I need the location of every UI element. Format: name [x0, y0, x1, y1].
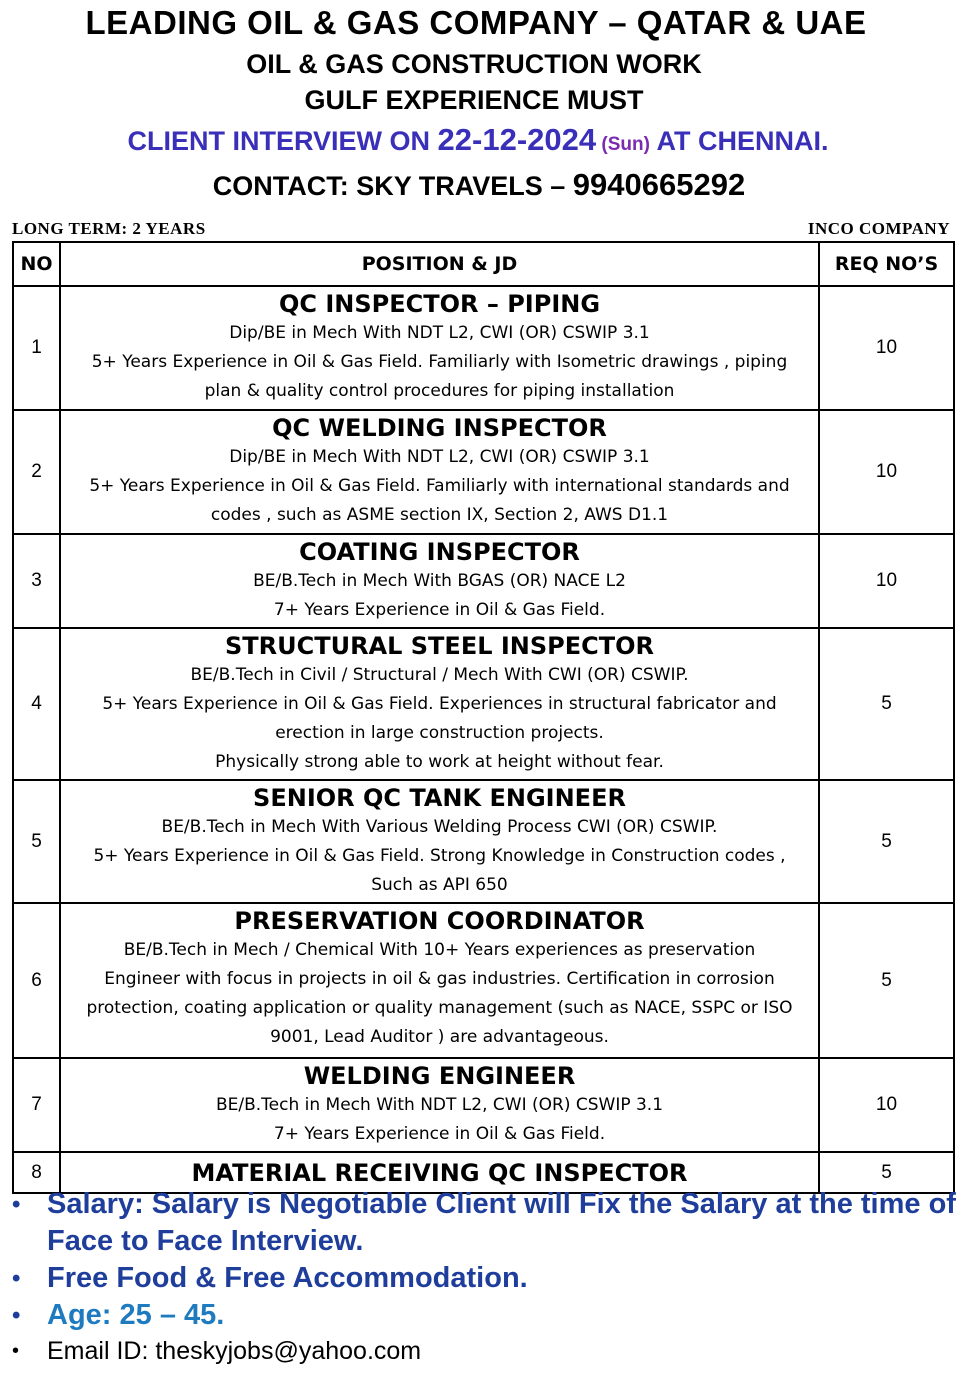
- salary-text: Salary: Salary is Negotiable Client will Fix the Salary at the time of Face to Face Interview.: [47, 1188, 956, 1257]
- contact-line: [0, 167, 958, 203]
- company-headline: LEADING OIL & GAS COMPANY – QATAR & UAE: [85, 4, 867, 41]
- interview-date: 22-12-2024: [437, 122, 597, 157]
- required-count: 10: [819, 286, 954, 410]
- position-cell: [60, 628, 819, 780]
- required-count: 5: [819, 628, 954, 780]
- position-desc-line: Dip/BE in Mech With NDT L2, CWI (OR) CSWIP 3.1: [229, 323, 650, 343]
- position-desc-line: BE/B.Tech in Mech With Various Welding Process CWI (OR) CSWIP.: [161, 817, 718, 837]
- row-number: 6: [13, 903, 60, 1058]
- position-desc-line: Engineer with focus in projects in oil & gas industries. Certification in corrosion: [104, 969, 775, 989]
- position-desc-line: 5+ Years Experience in Oil & Gas Field. Familiarly with international standards and: [89, 476, 790, 496]
- interview-day: (Sun): [596, 134, 650, 155]
- position-desc-line: 5+ Years Experience in Oil & Gas Field. Familiarly with Isometric drawings , piping: [91, 352, 788, 372]
- position-desc-line: Such as API 650: [371, 875, 508, 895]
- age-item: [12, 1297, 962, 1334]
- table-row: [13, 903, 954, 1058]
- position-desc-line: 7+ Years Experience in Oil & Gas Field.: [273, 1124, 606, 1144]
- position-cell: [60, 286, 819, 410]
- position-desc-line: 5+ Years Experience in Oil & Gas Field. Strong Knowledge in Construction codes ,: [93, 846, 786, 866]
- row-number: 7: [13, 1058, 60, 1152]
- positions-table: [12, 241, 955, 1194]
- position-desc-line: BE/B.Tech in Mech With BGAS (OR) NACE L2: [253, 571, 626, 591]
- table-row: [13, 1058, 954, 1152]
- position-desc-line: BE/B.Tech in Civil / Structural / Mech With CWI (OR) CSWIP.: [190, 665, 689, 685]
- required-count: 10: [819, 1058, 954, 1152]
- company-type-label: INCO COMPANY: [807, 219, 950, 238]
- row-number: 3: [13, 534, 60, 628]
- table-row: [13, 410, 954, 534]
- salary-item: [12, 1186, 962, 1260]
- food-item: [12, 1260, 962, 1297]
- position-desc-line: 9001, Lead Auditor ) are advantageous.: [270, 1027, 609, 1047]
- bullet-icon: •: [12, 1265, 21, 1292]
- table-row: [13, 534, 954, 628]
- contact-phone: 9940665292: [572, 167, 746, 202]
- position-cell: [60, 780, 819, 903]
- email-text: Email ID: theskyjobs@yahoo.com: [47, 1337, 422, 1365]
- required-count: 5: [819, 1152, 954, 1193]
- position-desc-line: Physically strong able to work at height without fear.: [215, 752, 664, 772]
- position-title: QC INSPECTOR – PIPING: [278, 290, 601, 318]
- required-count: 5: [819, 780, 954, 903]
- email-item: [12, 1334, 962, 1368]
- bullet-icon: •: [12, 1191, 21, 1218]
- position-title: MATERIAL RECEIVING QC INSPECTOR: [191, 1158, 688, 1187]
- row-number: 1: [13, 286, 60, 410]
- work-type: OIL & GAS CONSTRUCTION WORK: [246, 49, 702, 79]
- interview-line: [0, 122, 956, 158]
- header-no: NO: [13, 242, 60, 286]
- position-desc-line: erection in large construction projects.: [275, 723, 604, 743]
- row-number: 5: [13, 780, 60, 903]
- position-desc-line: plan & quality control procedures for piping installation: [204, 381, 675, 401]
- experience-requirement: GULF EXPERIENCE MUST: [304, 85, 644, 115]
- header-position: POSITION & JD: [60, 242, 819, 286]
- position-cell: [60, 534, 819, 628]
- benefits-list: [12, 1186, 962, 1368]
- position-title: WELDING ENGINEER: [303, 1062, 576, 1090]
- position-title: SENIOR QC TANK ENGINEER: [253, 784, 626, 812]
- position-cell: [60, 903, 819, 1058]
- row-number: 2: [13, 410, 60, 534]
- table-row: [13, 780, 954, 903]
- position-cell: [60, 1058, 819, 1152]
- position-desc-line: 7+ Years Experience in Oil & Gas Field.: [273, 600, 606, 620]
- header-req: REQ NO’S: [819, 242, 954, 286]
- position-title: COATING INSPECTOR: [299, 538, 580, 566]
- food-text: Free Food & Free Accommodation.: [47, 1262, 528, 1294]
- contact-prefix: CONTACT: SKY TRAVELS –: [212, 171, 573, 201]
- age-text: Age: 25 – 45.: [47, 1299, 225, 1331]
- position-title: STRUCTURAL STEEL INSPECTOR: [224, 632, 655, 660]
- row-number: 8: [13, 1152, 60, 1193]
- position-title: QC WELDING INSPECTOR: [272, 414, 607, 442]
- position-cell: [60, 410, 819, 534]
- position-desc-line: BE/B.Tech in Mech / Chemical With 10+ Years experiences as preservation: [123, 940, 756, 960]
- position-desc-line: protection, coating application or quality management (such as NACE, SSPC or ISO: [86, 998, 793, 1018]
- position-desc-line: 5+ Years Experience in Oil & Gas Field. Experiences in structural fabricator and: [102, 694, 777, 714]
- table-row: [13, 286, 954, 410]
- interview-prefix: CLIENT INTERVIEW ON: [127, 126, 438, 156]
- position-desc-line: Dip/BE in Mech With NDT L2, CWI (OR) CSWIP 3.1: [229, 447, 650, 467]
- position-desc-line: BE/B.Tech in Mech With NDT L2, CWI (OR) CSWIP 3.1: [215, 1095, 664, 1115]
- term-label: LONG TERM: 2 YEARS: [12, 219, 206, 238]
- required-count: 10: [819, 534, 954, 628]
- table-header-row: [13, 242, 954, 286]
- required-count: 5: [819, 903, 954, 1058]
- position-title: PRESERVATION COORDINATOR: [234, 907, 645, 935]
- table-row: [13, 628, 954, 780]
- bullet-icon: •: [12, 1302, 21, 1329]
- required-count: 10: [819, 410, 954, 534]
- position-desc-line: codes , such as ASME section IX, Section 2, AWS D1.1: [210, 505, 669, 525]
- interview-suffix: AT CHENNAI.: [649, 126, 829, 156]
- row-number: 4: [13, 628, 60, 780]
- bullet-icon: •: [12, 1340, 20, 1362]
